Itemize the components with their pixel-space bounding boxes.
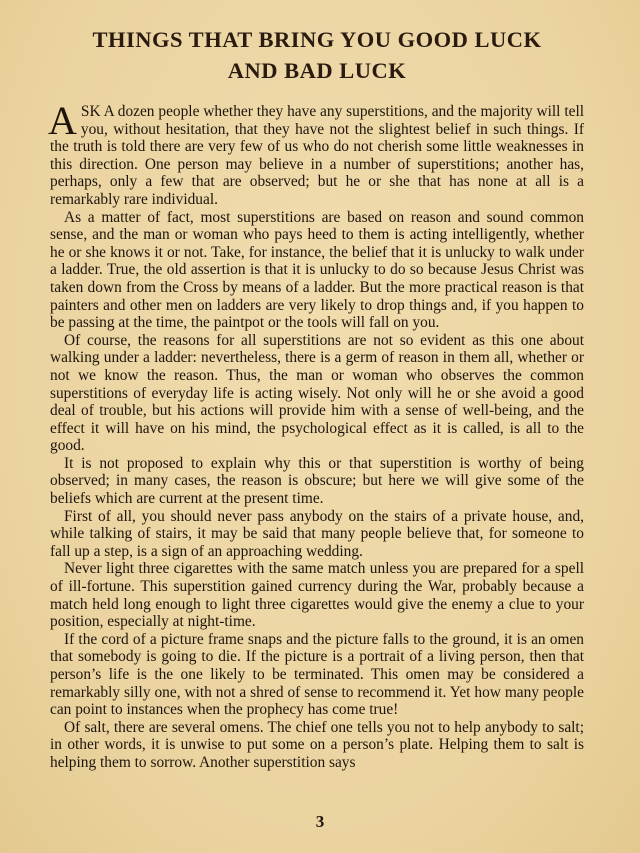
title-line-1: THINGS THAT BRING YOU GOOD LUCK <box>92 27 542 52</box>
paragraph-stairs: First of all, you should never pass anybody on the stairs of a private house, and, while talking of stairs, it may be said that many people believe that, for someone to fall up a step, is a sign of an approaching wedding. <box>50 507 584 560</box>
paragraph-salt: Of salt, there are several omens. The chief one tells you not to help anybody to salt; in other words, it is unwise to put some on a person’s plate. Helping them to salt is helping them to sorrow. Another superstition says <box>50 718 584 771</box>
intro-paragraph <box>48 98 584 209</box>
paragraph-beliefs: It is not proposed to explain why this or that superstition is worthy of being observed; in many cases, the reason is obscure; but here we will give some of the beliefs which are current at the present time. <box>50 454 584 508</box>
paragraph-cigarettes: Never light three cigarettes with the same match unless you are prepared for a spell of ill-fortune. This superstition gained currency during the War, probably because a match held long enough to light three cigarettes would give the enemy a clue to your position, especially at night-time. <box>50 560 584 631</box>
body-text <box>48 98 584 772</box>
page-number: 3 <box>315 812 325 831</box>
title-line-2: AND BAD LUCK <box>227 58 407 83</box>
paragraph-reasons: Of course, the reasons for all superstitions are not so evident as this one about walking under a ladder: nevertheless, there is a germ of reason in them all, whether or not we know the reason. Thus, the man or woman who observes the common superstitions of everyday life is acting wisely. Not only will he or she avoid a good deal of trouble, but his actions will provide him with a sense of well-being, and the effect it will have on his mind, the psychological effect as it is called, is all to the good. <box>50 331 584 455</box>
intro-text: SK A dozen people whether they have any superstitions, and the majority will tell you, without hesitation, that they have not the slightest belief in such things. If the truth is told there are very few of us who do not cherish some little weaknesses in this direction. One person may believe in a number of superstitions; another has, perhaps, only a few that are observed; but he or she that has none at all is a remarkably rare individual. <box>50 103 584 208</box>
page-title <box>50 24 584 86</box>
paragraph-ladder: As a matter of fact, most superstitions are based on reason and sound common sense, and the man or woman who pays heed to them is acting intelligently, whether he or she knows it or not. Take, for instance, the belief that it is unlucky to walk under a ladder. True, the old assertion is that it is unlucky to do so because Jesus Christ was taken down from the Cross by means of a ladder. But the more practical reason is that painters and other men on ladders are very likely to drop things and, if you happen to be passing at the time, the paintpot or the tools will fall on you. <box>50 208 584 332</box>
paragraph-picture: If the cord of a picture frame snaps and the picture falls to the ground, it is an omen that somebody is going to die. If the picture is a portrait of a living person, then that person’s life is the one likely to be terminated. This omen may be considered a remarkably silly one, with not a shred of sense to recommend it. Yet how many people can point to instances when the prophecy has come true! <box>50 630 584 719</box>
drop-cap: A <box>48 98 77 143</box>
